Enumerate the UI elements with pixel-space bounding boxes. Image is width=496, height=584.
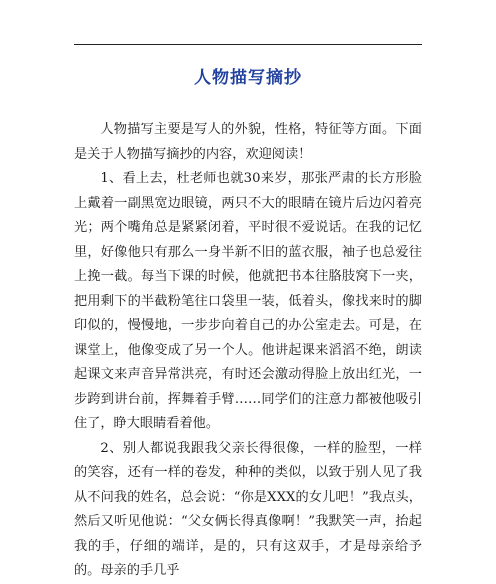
paragraph-2: 2、别人都说我跟我父亲长得很像，一样的脸型，一样的笑容，还有一样的卷发，种种的类似，以致于别人见了我从不问我的姓名，总会说：“你是XXX的女儿吧！”我点头，然后又听见他说：“父女俩长得真像啊！”我默笑一声，抬起我的手，仔细的端详，是的，只有这双手，才是母亲给予的。母亲的手几乎 [74, 440, 422, 578]
document-title: 人物描写摘抄 [194, 68, 302, 88]
paragraph-1: 1、看上去，杜老师也就30来岁，那张严肃的长方形脸上戴着一副黑宽边眼镜，两只不大的眼睛在镜片后边闪着亮光；两个嘴角总是紧紧闭着，平时很不爱说话。在我的记忆里，好像他只有那么一身半新不旧的蓝衣服，袖子也总爱往上挽一截。每当下课的时候，他就把书本往胳肢窝下一夹，把用剩下的半截粉笔往口袋里一装，低着头，像找来时的脚印似的，慢慢地，一步步向着自己的办公室走去。可是，在课堂上，他像变成了另一个人。他讲起课来滔滔不绝，朗读起课文来声音异常洪亮，有时还会激动得脸上放出红光，一步跨到讲台前，挥舞着手臂……同学们的注意力都被他吸引住了，睁大眼睛看着他。 [74, 171, 422, 431]
header-rule [74, 44, 422, 45]
document-body [74, 118, 422, 584]
intro-paragraph: 人物描写主要是写人的外貌，性格，特征等方面。下面是关于人物描写摘抄的内容，欢迎阅读！ [74, 122, 422, 162]
